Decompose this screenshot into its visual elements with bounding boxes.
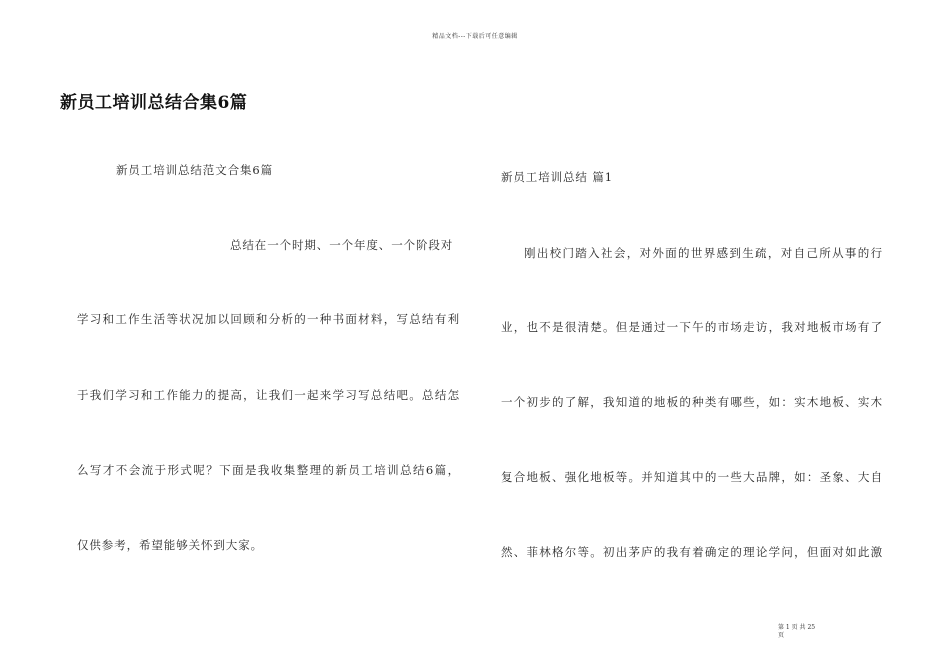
left-subtitle: 新员工培训总结范文合集6篇 bbox=[116, 163, 274, 177]
page-header-note: 精品文档---下载后可任意编辑 bbox=[432, 33, 518, 40]
page-number-line-1: 第 1 页 共 25 bbox=[778, 624, 816, 631]
left-line-1: 总结在一个时期、一个年度、一个阶段对 bbox=[230, 238, 454, 252]
right-line-2: 业，也不是很清楚。但是通过一下午的市场走访，我对地板市场有了 bbox=[501, 320, 883, 334]
section-heading: 新员工培训总结 篇1 bbox=[501, 170, 613, 184]
page-number-line-2: 页 bbox=[778, 632, 785, 639]
right-line-5: 然、菲林格尔等。初出茅庐的我有着确定的理论学问，但面对如此激 bbox=[501, 545, 883, 559]
right-line-1: 刚出校门踏入社会，对外面的世界感到生疏，对自己所从事的行 bbox=[524, 246, 883, 260]
document-title: 新员工培训总结合集6篇 bbox=[60, 93, 248, 113]
page-footer bbox=[778, 624, 838, 640]
left-line-3: 于我们学习和工作能力的提高，让我们一起来学习写总结吧。总结怎 bbox=[77, 388, 460, 402]
right-line-3: 一个初步的了解，我知道的地板的种类有哪些，如：实木地板、实木 bbox=[501, 395, 883, 409]
left-line-2: 学习和工作生活等状况加以回顾和分析的一种书面材料，写总结有利 bbox=[77, 312, 460, 326]
left-line-5: 仅供参考，希望能够关怀到大家。 bbox=[77, 538, 263, 552]
left-line-4: 么写才不会流于形式呢？下面是我收集整理的新员工培训总结6篇， bbox=[77, 463, 460, 477]
right-line-4: 复合地板、强化地板等。并知道其中的一些大品牌，如：圣象、大自 bbox=[501, 470, 883, 484]
